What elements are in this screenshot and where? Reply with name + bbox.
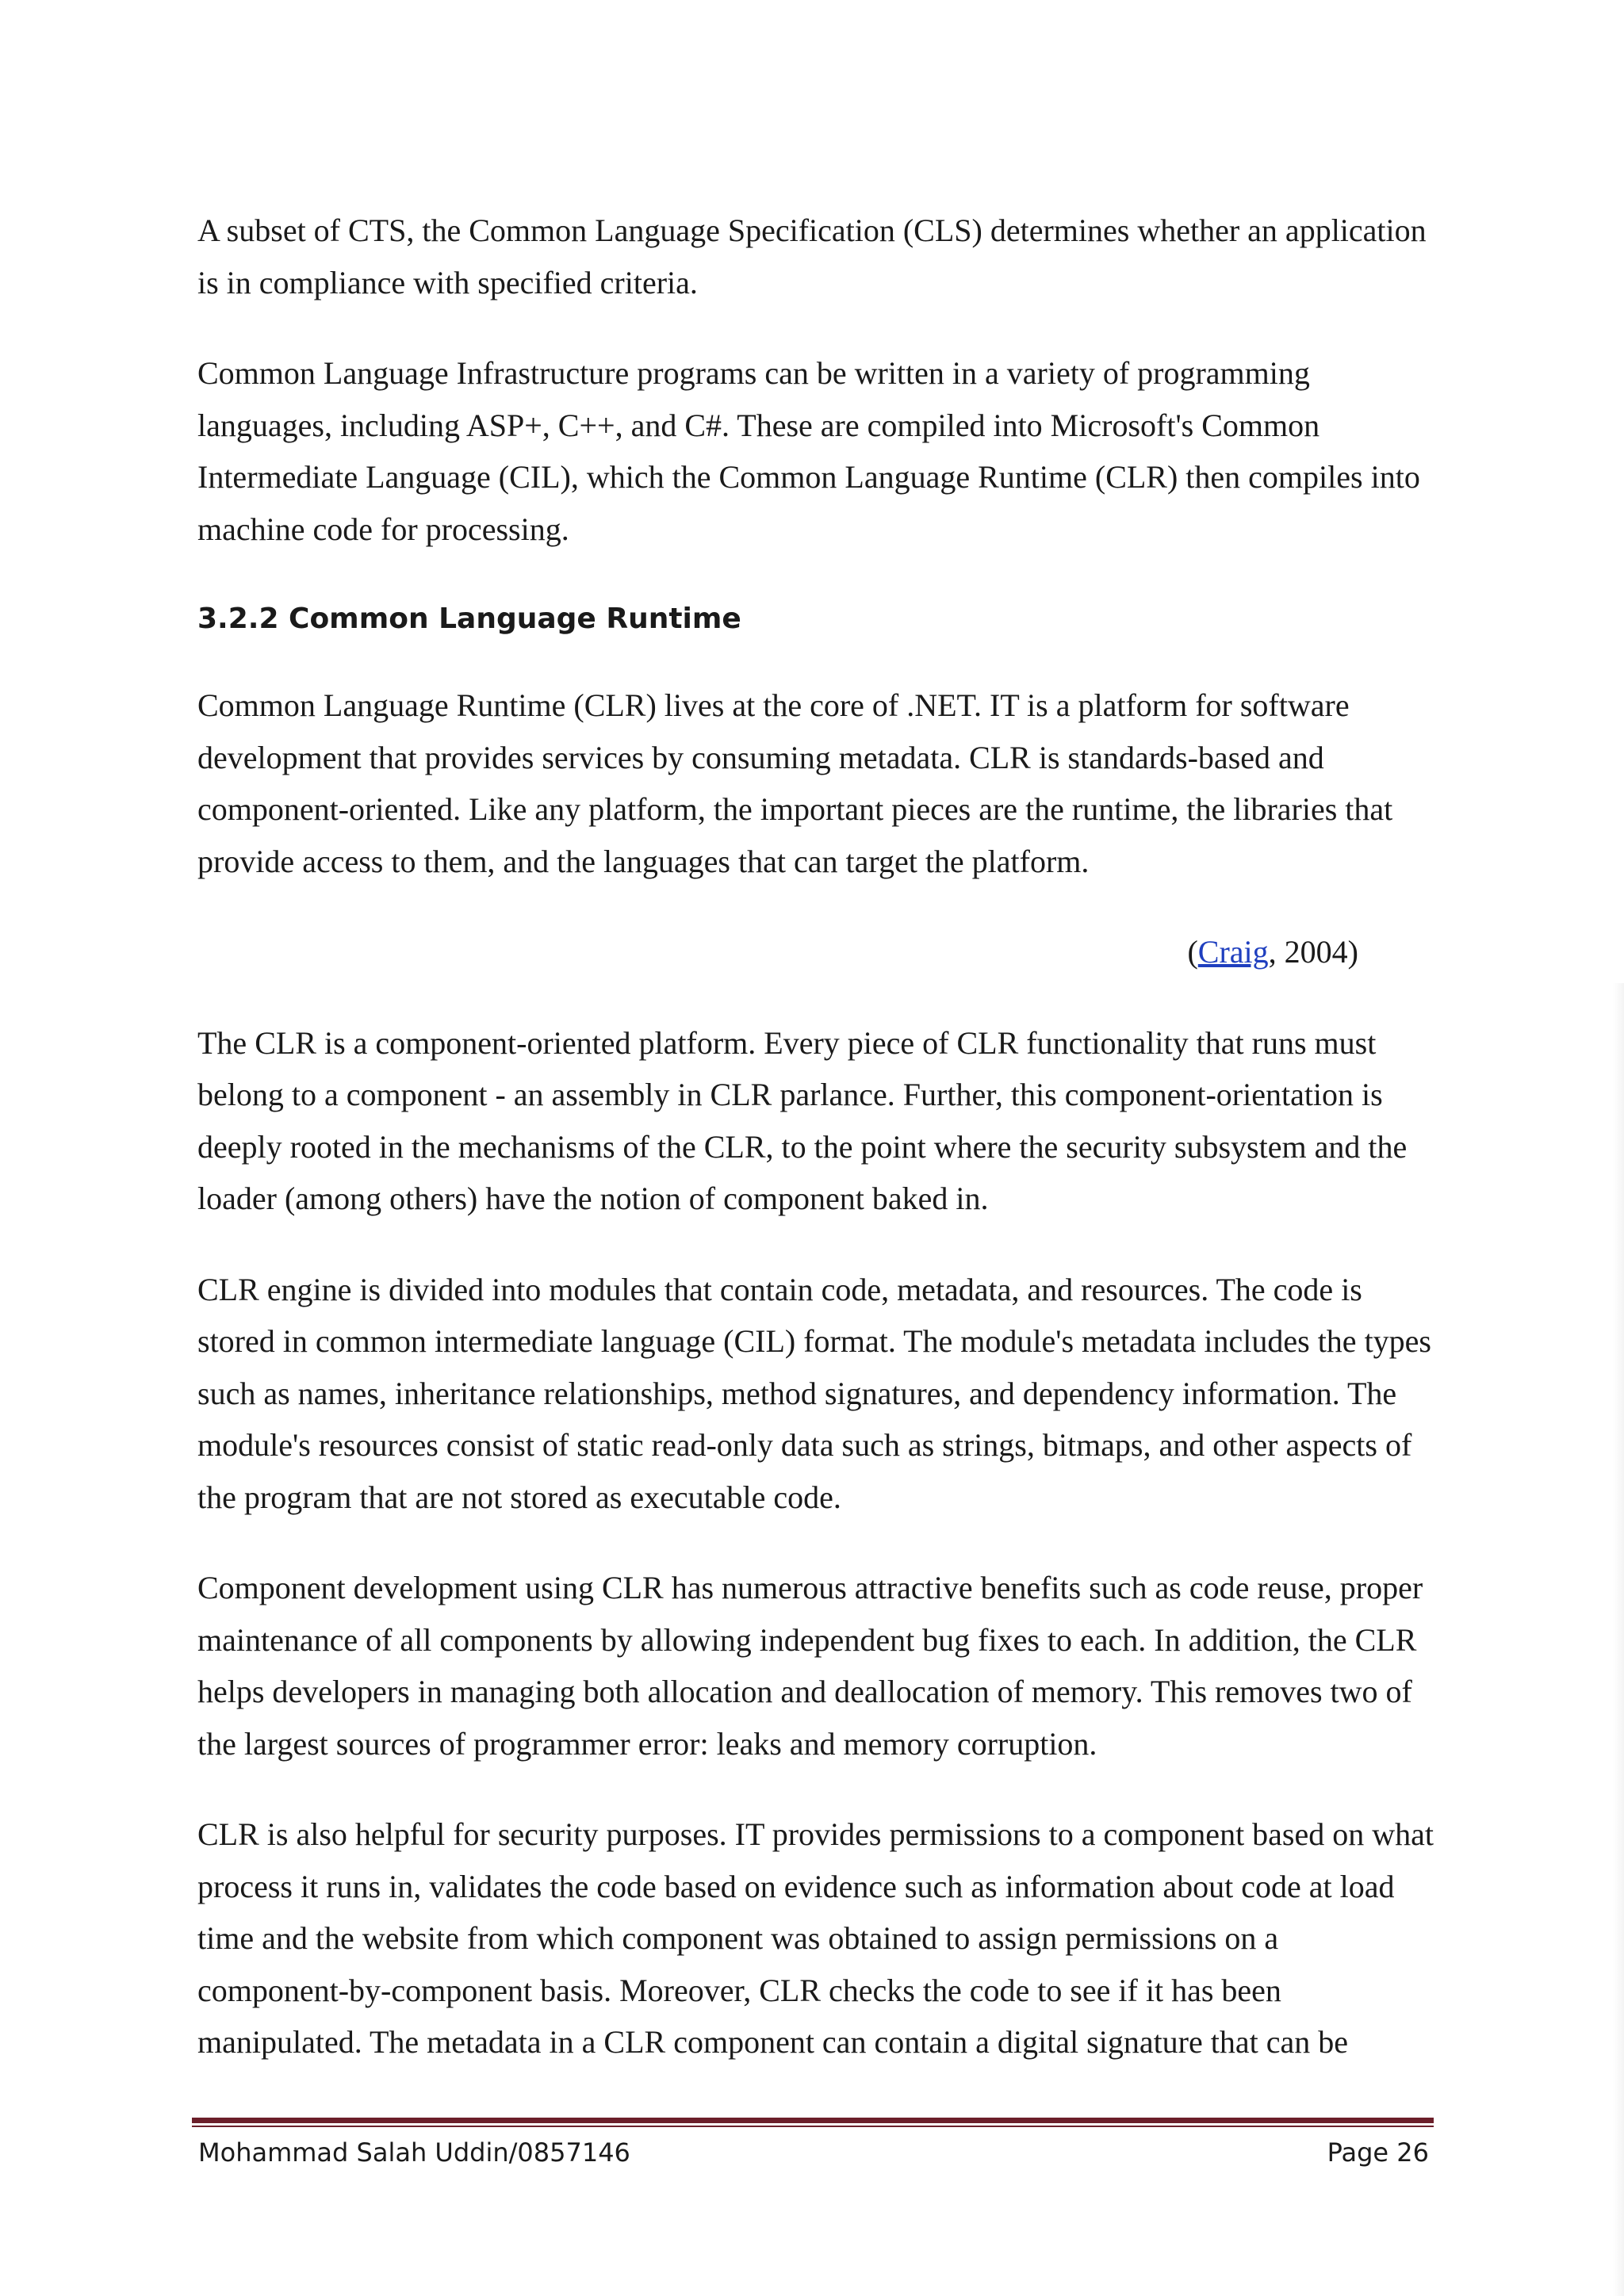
paragraph-security: CLR is also helpful for security purposes. IT provides permissions to a component based on what process it runs in, validates the code based on evidence such as information about code at load time and the website from which component was obtained to assign permissions on a component-by-component basis. Moreover, CLR checks the code to see if it has been manipulated. The metadata in a CLR component can contain a digital signature that can be: [197, 1816, 1434, 2060]
paragraph-clr-intro: Common Language Runtime (CLR) lives at the core of .NET. IT is a platform for software development that provides services by consuming metadata. CLR is standards-based and component-oriented. Like any platform, the important pieces are the runtime, the libraries that provide access to them, and the languages that can target the platform.: [197, 687, 1393, 879]
paragraph-cls: A subset of CTS, the Common Language Specification (CLS) determines whether an application is in compliance with specified criteria.: [197, 212, 1427, 300]
page-body: [197, 205, 1434, 2107]
footer-author: Mohammad Salah Uddin/0857146: [198, 2137, 630, 2168]
citation: [197, 926, 1358, 978]
citation-year: , 2004): [1268, 934, 1358, 970]
footer-page-number: Page 26: [1327, 2137, 1429, 2168]
footer-rule-thin: [192, 2126, 1434, 2127]
footer-rule-thick: [192, 2118, 1434, 2123]
citation-author-link[interactable]: Craig: [1197, 934, 1269, 970]
citation-open: (: [1187, 934, 1198, 970]
paragraph-cli-languages: Common Language Infrastructure programs can be written in a variety of programming languages, including ASP+, C++, and C#. These are compiled into Microsoft's Common Intermediate Language (CIL), which the Common Language Runtime (CLR) then compiles into machine code for processing.: [197, 355, 1420, 547]
paragraph-modules: CLR engine is divided into modules that contain code, metadata, and resources. The code is stored in common intermediate language (CIL) format. The module's metadata includes the types such as names, inheritance relationships, method signatures, and dependency information. The module's resources consist of static read-only data such as strings, bitmaps, and other aspects of the program that are not stored as executable code.: [197, 1271, 1431, 1515]
page-footer: [198, 2133, 1429, 2172]
section-heading: 3.2.2 Common Language Runtime: [197, 603, 741, 635]
paragraph-benefits: Component development using CLR has numerous attractive benefits such as code reuse, proper maintenance of all components by allowing independent bug fixes to each. In addition, the CLR helps developers in managing both allocation and deallocation of memory. This removes two of the largest sources of programmer error: leaks and memory corruption.: [197, 1570, 1423, 1762]
paragraph-component-oriented: The CLR is a component-oriented platform. Every piece of CLR functionality that runs must belong to a component - an assembly in CLR parlance. Further, this component-orientation is deeply rooted in the mechanisms of the CLR, to the point where the security subsystem and the loader (among others) have the notion of component baked in.: [197, 1024, 1408, 1216]
page-edge-shadow: [1613, 983, 1624, 2296]
